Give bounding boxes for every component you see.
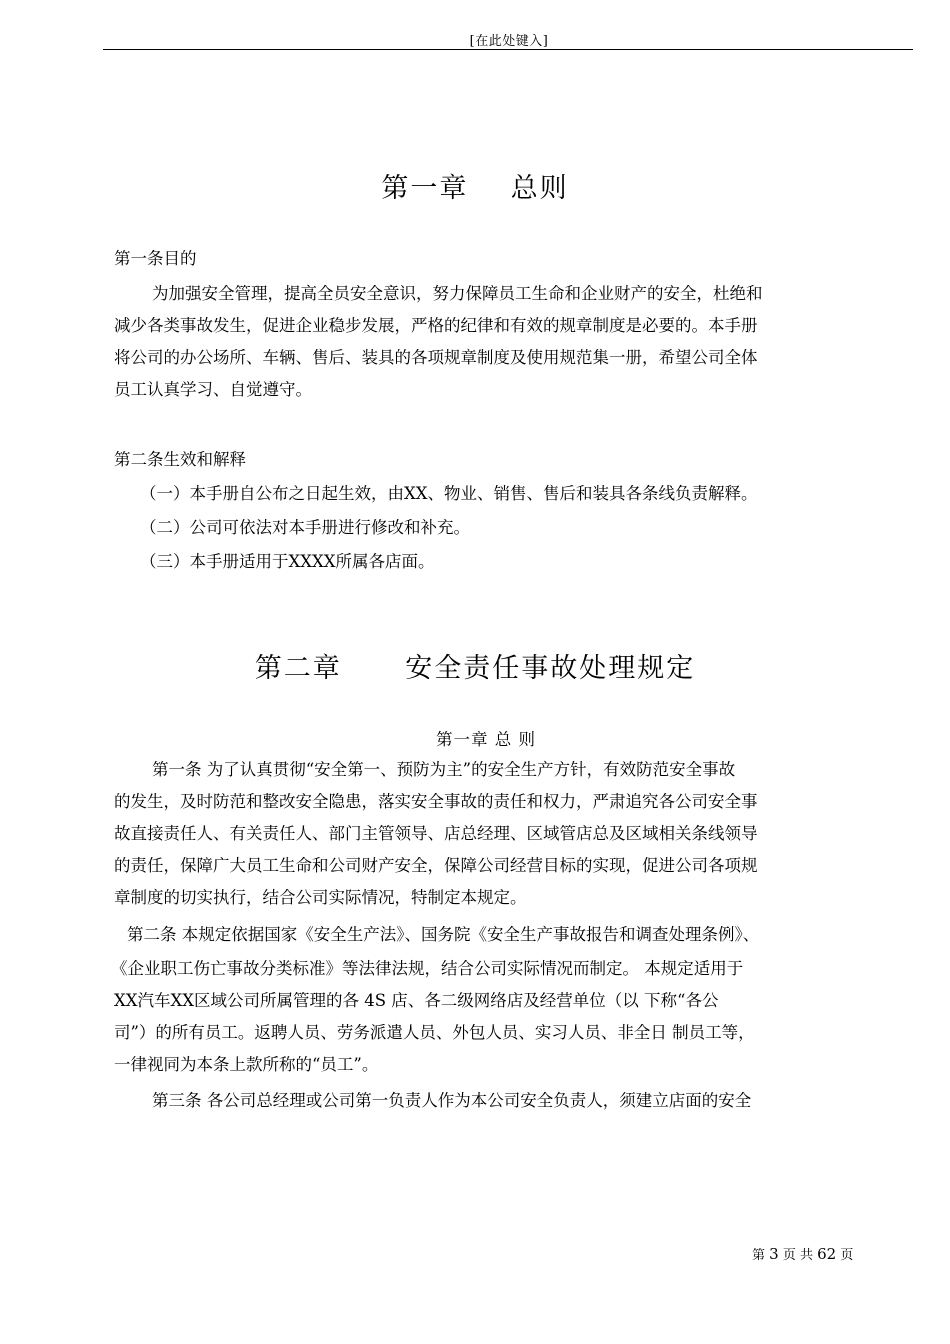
ch2-article-2-line: 《企业职工伤亡事故分类标准》等法律法规，结合公司实际情况而制定。 本规定适用于 — [111, 959, 744, 978]
footer-total-pages: 62 — [817, 1245, 837, 1263]
article-2-item: （三）本手册适用于XXXX所属各店面。 — [140, 552, 435, 571]
ch2-article-2-line: 一律视同为本条上款所称的“员工”。 — [114, 1055, 379, 1074]
ch2-article-1-line: 第一条 为了认真贯彻“安全第一、预防为主”的安全生产方针，有效防范安全事故 — [152, 760, 736, 779]
article-2-heading: 第二条生效和解释 — [114, 450, 246, 469]
page-footer — [752, 1244, 853, 1263]
article-1-line: 员工认真学习、自觉遵守。 — [114, 380, 312, 399]
ch2-article-2-line: 第二条 本规定依据国家《安全生产法》、国务院《安全生产事故报告和调查处理条例》、 — [127, 925, 760, 944]
header-rule — [103, 49, 913, 50]
article-1-line: 为加强安全管理，提高全员安全意识，努力保障员工生命和企业财产的安全，杜绝和 — [152, 284, 763, 303]
ch2-article-3-line: 第三条 各公司总经理或公司第一负责人作为本公司安全负责人，须建立店面的安全 — [152, 1091, 752, 1110]
article-1-line: 将公司的办公场所、车辆、售后、装具的各项规章制度及使用规范集一册，希望公司全体 — [114, 348, 758, 367]
chapter-1-title: 第一章 总则 — [381, 173, 569, 204]
footer-middle: 页 共 — [782, 1248, 813, 1263]
ch2-article-1-line: 的发生，及时防范和整改安全隐患，落实安全事故的责任和权力，严肃追究各公司安全事 — [114, 792, 758, 811]
article-2-item: （二）公司可依法对本手册进行修改和补充。 — [140, 518, 470, 537]
ch2-article-1-line: 章制度的切实执行，结合公司实际情况，特制定本规定。 — [114, 888, 527, 907]
article-1-heading: 第一条目的 — [114, 249, 197, 268]
footer-suffix: 页 — [840, 1248, 854, 1263]
article-1-line: 减少各类事故发生，促进企业稳步发展，严格的纪律和有效的规章制度是必要的。本手册 — [114, 316, 758, 335]
chapter-2-subtitle: 第一章 总 则 — [436, 730, 536, 749]
chapter-2-title: 第二章 安全责任事故处理规定 — [254, 653, 696, 684]
ch2-article-1-line: 的责任，保障广大员工生命和公司财产安全，保障公司经营目标的实现，促进公司各项规 — [114, 856, 758, 875]
ch2-article-2-line: XX汽车XX区域公司所属管理的各 4S 店、各二级网络店及经营单位（以 下称“各公 — [114, 991, 719, 1010]
footer-page-number: 3 — [769, 1245, 779, 1263]
ch2-article-2-line: 司”）的所有员工。返聘人员、劳务派遣人员、外包人员、实习人员、非全日 制员工等， — [114, 1023, 755, 1042]
footer-prefix: 第 — [752, 1248, 766, 1263]
ch2-article-1-line: 故直接责任人、有关责任人、部门主管领导、店总经理、区域管店总及区域相关条线领导 — [114, 824, 758, 843]
article-2-item: （一）本手册自公布之日起生效，由XX、物业、销售、售后和装具各条线负责解释。 — [140, 484, 758, 503]
header-placeholder-text: [在此处键入] — [469, 34, 549, 49]
